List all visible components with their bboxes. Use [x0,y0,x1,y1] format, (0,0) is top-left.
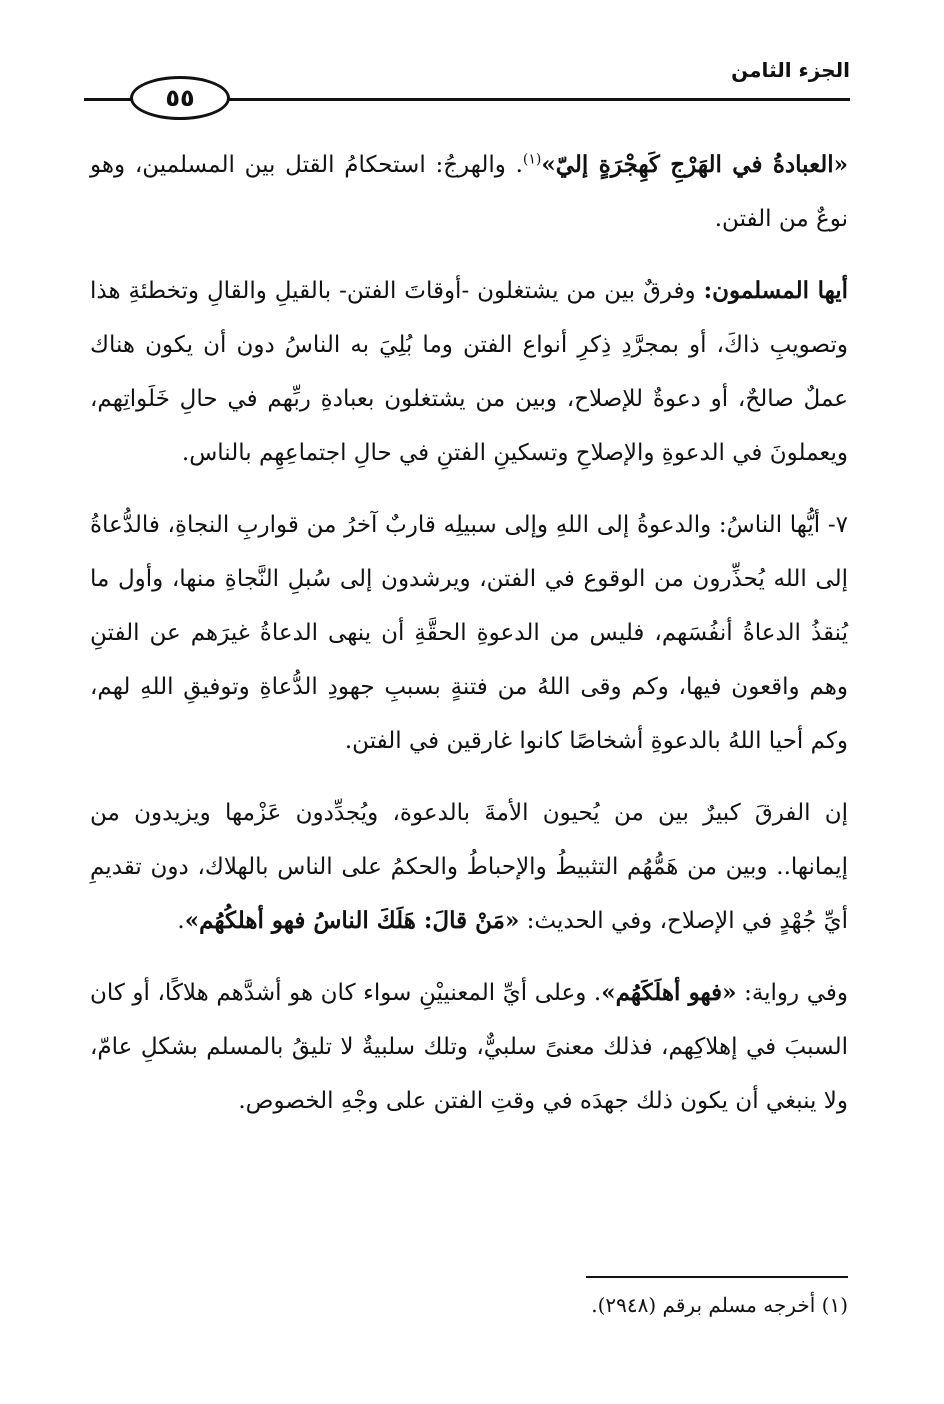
hadith-quote-3: «فهو أهلَكَهُم» [601,979,737,1006]
footnote: (١) أخرجه مسلم برقم (٢٩٤٨). [591,1293,848,1317]
paragraph-1-text: . والهرجُ: استحكامُ القتل بين المسلمين، وهو نوعٌ من الفتن. [90,152,848,232]
footnote-ref: (١) [522,151,542,168]
paragraph-4-text: إن الفرقَ كبيرٌ بين من يُحيون الأمةَ بالدعوة، ويُجدِّدون عَزْمها ويزيدون من إيمانها.. وبين من هَمُّهُم التثبيطُ والإحباطُ والحكمُ على الناس بالهلاك، دون تقديمِ أيِّ جُهْدٍ في الإصلاح، وفي الحديث: [90,800,848,934]
paragraph-2-text: وفرقٌ بين من يشتغلون -أوقاتَ الفتن- بالقيلِ والقالِ وتخطئةِ هذا وتصويبِ ذاكَ، أو بمجرَّدِ ذِكرِ أنواع الفتن وما بُلِيَ به الناسُ دون أن يكون هناك عملٌ صالحٌ، أو دعوةٌ للإصلاح، وبين من يشتغلون بعبادةِ ربِّهم في حالِ خَلَواتِهم، ويعملونَ في الدعوةِ والإصلاحِ وتسكينِ الفتنِ في حالِ اجتماعِهِم بالناس. [90,278,848,466]
running-header: الجزء الثامن [731,58,850,82]
page-number [130,76,230,120]
paragraph-1 [90,138,848,246]
paragraph-3-text: ٧- أيُّها الناسُ: والدعوةُ إلى اللهِ وإلى سبيلِه قاربٌ آخرُ من قواربِ النجاةِ، فالدُّعاةُ إلى الله يُحذِّرون من الوقوع في الفتن، ويرشدون إلى سُبلِ النَّجاةِ منها، وأول ما يُنقذُ الدعاةُ أنفُسَهم، فليس من الدعوةِ الحقَّةِ أن ينهى الدعاةُ غيرَهم عن الفتنِ وهم واقعون فيها، وكم وقى اللهُ من فتنةٍ بسببِ جهودِ الدُّعاةِ وتوفيقِ اللهِ لهم، وكم أحيا اللهُ بالدعوةِ أشخاصًا كانوا غارقين في الفتن. [90,512,848,754]
paragraph-4 [90,786,848,948]
paragraph-2 [90,264,848,480]
paragraph-5 [90,966,848,1128]
hadith-quote-2: «مَنْ قالَ: هَلَكَ الناسُ فهو أهلكُهُم» [184,907,520,934]
main-text [90,138,848,1146]
paragraph-4-end: . [177,908,185,934]
paragraph-5-pre: وفي رواية: [736,980,849,1006]
address-lead: أيها المسلمون: [703,277,848,304]
hadith-quote: «العبادةُ في الهَرْجِ كَهِجْرَةٍ إليّ» [541,151,848,178]
footnote-rule [586,1276,848,1278]
paragraph-5-text: . وعلى أيِّ المعنييْنِ سواء كان هو أشدَّهم هلاكًا، أو كان السببَ في إهلاكِهم، فذلك معنىً سلبيٌّ، وتلك سلبيةٌ لا تليقُ بالمسلم بشكلِ عامّ، ولا ينبغي أن يكون ذلك جهدَه في وقتِ الفتن على وجْهِ الخصوص. [90,980,848,1114]
paragraph-3 [90,498,848,768]
page-number-text: ٥٥ [165,84,195,112]
